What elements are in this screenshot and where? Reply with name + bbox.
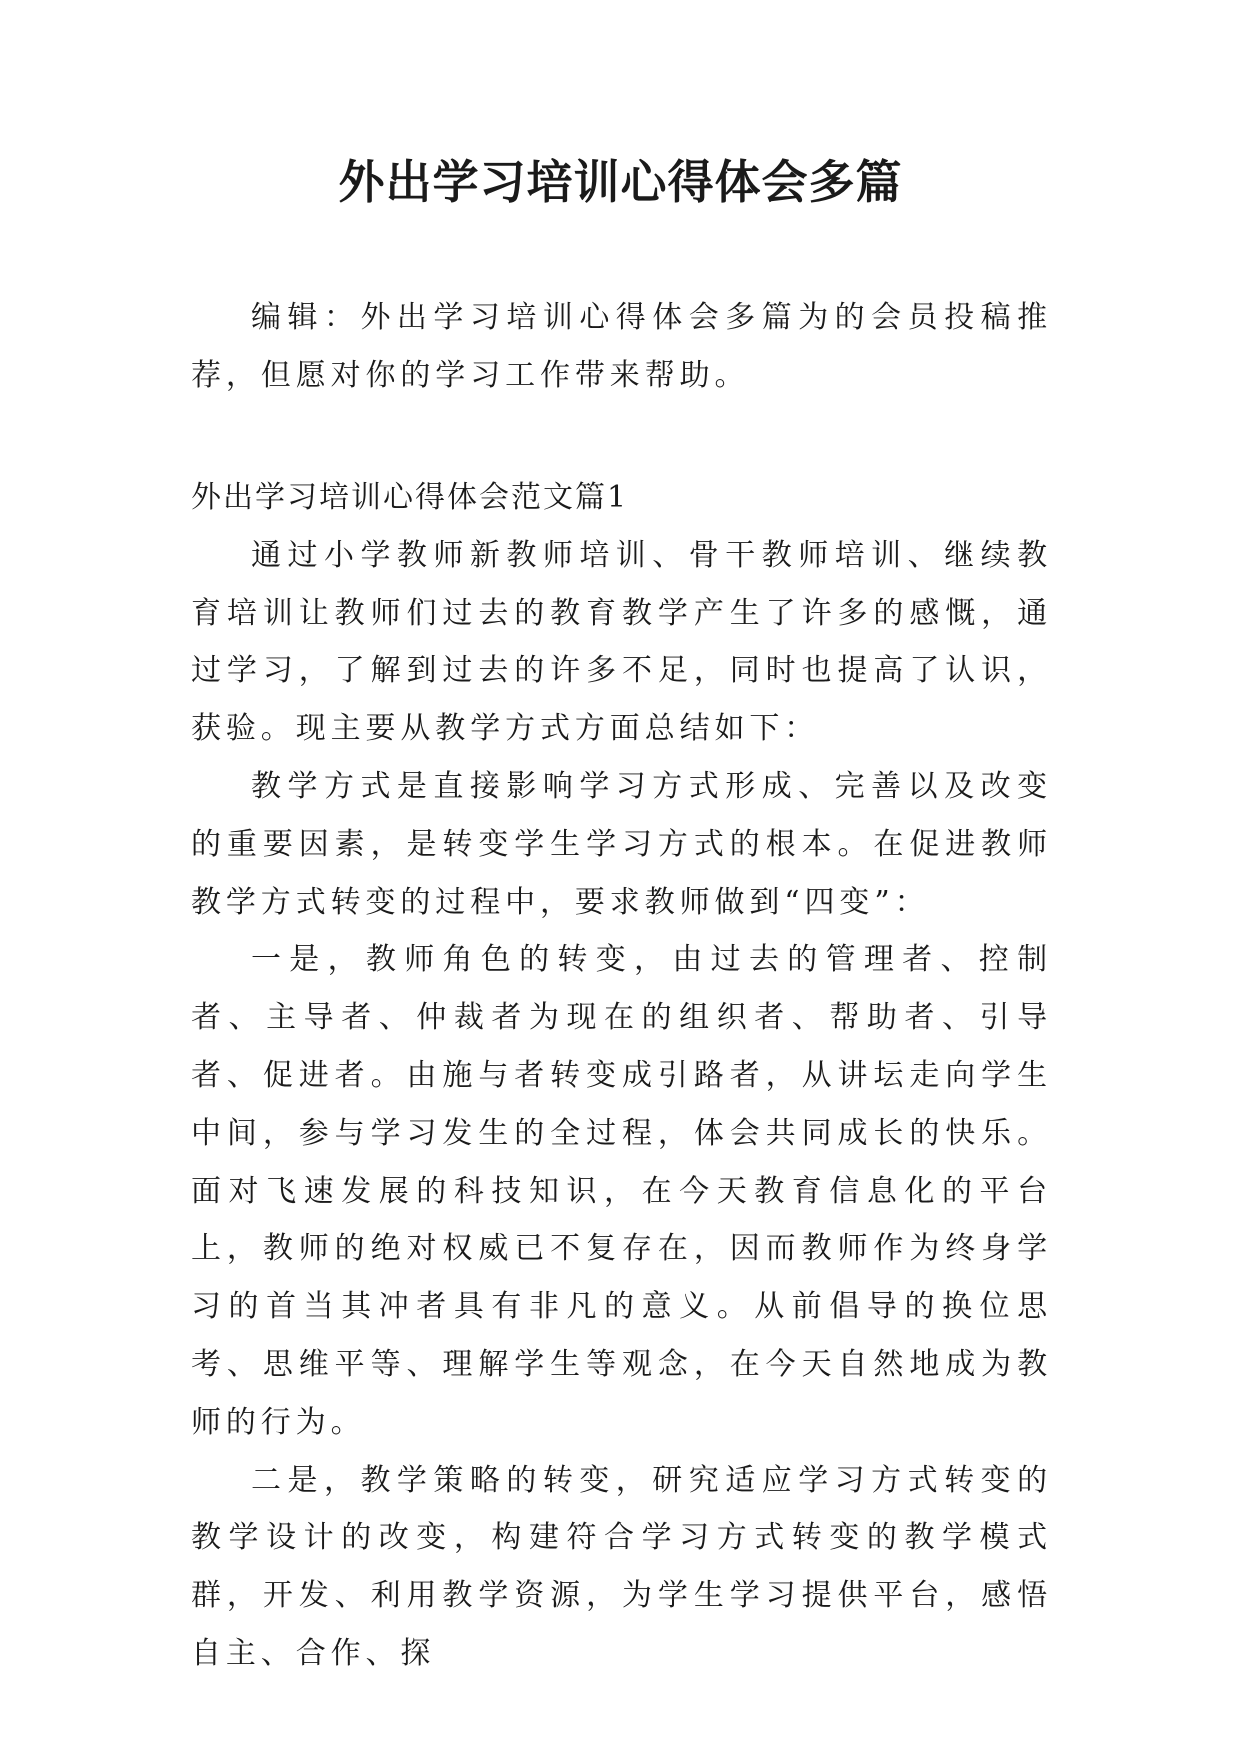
body-paragraph-4: 二是，教学策略的转变，研究适应学习方式转变的教学设计的改变，构建符合学习方式转变的教学模式群，开发、利用教学资源，为学生学习提供平台，感悟自主、合作、探 xyxy=(191,1462,1052,1671)
intro-paragraph: 编辑：外出学习培训心得体会多篇为的会员投稿推荐，但愿对你的学习工作带来帮助。 xyxy=(191,300,1052,393)
intro-block xyxy=(191,289,1052,405)
body-paragraph-2: 教学方式是直接影响学习方式形成、完善以及改变的重要因素，是转变学生学习方式的根本。在促进教师教学方式转变的过程中，要求教师做到“四变”： xyxy=(191,768,1052,920)
section-heading: 外出学习培训心得体会范文篇1 xyxy=(191,480,629,515)
body-paragraph-1: 通过小学教师新教师培训、骨干教师培训、继续教育培训让教师们过去的教育教学产生了许多的感慨，通过学习，了解到过去的许多不足，同时也提高了认识，获验。现主要从教学方式方面总结如下： xyxy=(191,537,1052,747)
document-title: 外出学习培训心得体会多篇 xyxy=(338,155,903,209)
article-body xyxy=(191,469,1052,1683)
body-paragraph-3: 一是，教师角色的转变，由过去的管理者、控制者、主导者、仲裁者为现在的组织者、帮助者、引导者、促进者。由施与者转变成引路者，从讲坛走向学生中间，参与学习发生的全过程，体会共同成长的快乐。面对飞速发展的科技知识，在今天教育信息化的平台上，教师的绝对权威已不复存在，因而教师作为终身学习的首当其冲者具有非凡的意义。从前倡导的换位思考、思维平等、理解学生等观念，在今天自然地成为教师的行为。 xyxy=(191,942,1052,1440)
